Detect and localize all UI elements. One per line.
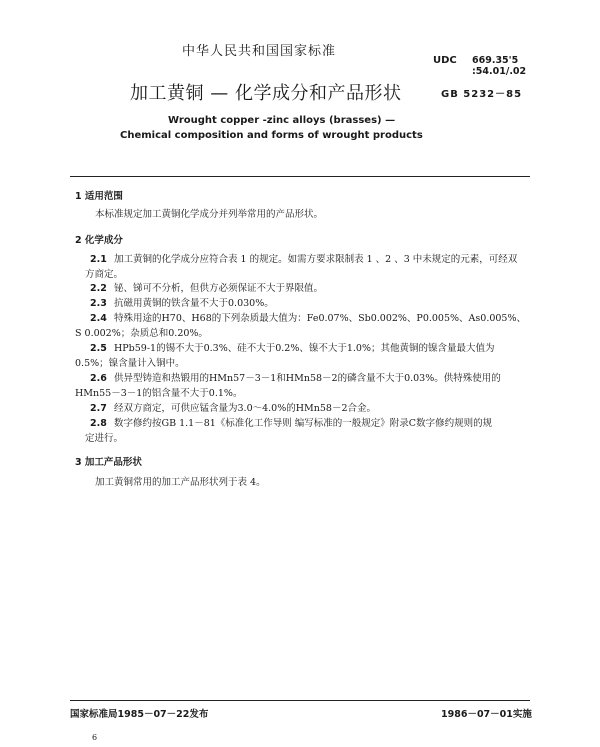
section-1-body: 本标准规定加工黄铜化学成分并列举常用的产品形状。 [95,209,324,220]
clause-text: 加工黄铜的化学成分应符合表 1 的规定。如需方要求限制表 1 、2 、3 中未规定的元素，可经双 [114,254,518,265]
clause-text-continued: 0.5%；镍含量计入铜中。 [75,358,185,369]
clause-2-1 [85,252,530,282]
clause-text: 抗磁用黄铜的铁含量不大于0.030%。 [114,298,274,309]
clause-2-7 [90,401,376,416]
clause-number: 2.8 [90,418,107,429]
header-rule [70,176,530,177]
clause-number: 2.6 [90,373,107,384]
clause-2-4 [75,311,527,341]
clause-2-2 [90,281,323,296]
section-2-heading: 2 化学成分 [75,235,123,246]
clause-text: 供异型铸造和热锻用的HMn57－3－1和HMn58－2的磷含量不大于0.03%。供特殊使用的 [114,373,501,384]
clause-text-continued: 方商定。 [85,269,124,280]
clause-text: 数字修约按GB 1.1－81《标准化工作导则 编写标准的一般规定》附录C数字修约规则的规 [114,418,493,429]
clause-number: 2.5 [90,343,107,354]
clause-text-continued: 定进行。 [85,433,124,444]
clause-text: HPb59-1的锡不大于0.3%、硅不大于0.2%、镍不大于1.0%；其他黄铜的镍含量最大值为 [114,343,495,354]
clause-number: 2.3 [90,298,107,309]
clause-number: 2.7 [90,403,107,414]
udc-label: UDC [433,55,457,66]
clause-text: 特殊用途的H70、H68的下列杂质最大值为：Fe0.07%、Sb0.002%、P0.005%、As0.005%、 [114,313,527,324]
effective-date: 1986－07－01实施 [441,709,532,720]
udc-code-line1: 669.35'5 [472,55,519,66]
document-title-en-line2: Chemical composition and forms of wrought products [120,130,423,141]
country-standard-heading: 中华人民共和国国家标准 [182,44,337,59]
udc-code-line2: :54.01/.02 [472,66,527,77]
clause-number: 2.2 [90,283,107,294]
clause-number: 2.1 [90,254,107,265]
document-title-cn: 加工黄铜 — 化学成分和产品形状 [130,83,402,104]
clause-2-8 [85,416,493,446]
page-number: 6 [92,733,98,742]
gb-number: GB 5232－85 [441,89,523,100]
section-3-body: 加工黄铜常用的加工产品形状列于表 4。 [95,477,266,488]
issue-date: 国家标准局1985－07－22发布 [70,709,209,720]
section-3-heading: 3 加工产品形状 [75,457,142,468]
clause-text: 经双方商定，可供应锰含量为3.0～4.0%的HMn58－2合金。 [114,403,377,414]
clause-text-continued: HMn55－3－1的铝含量不大于0.1%。 [75,388,243,399]
clause-2-6 [75,371,501,401]
clause-2-3 [90,296,274,311]
clause-2-5 [75,341,495,371]
footer-rule [70,700,530,701]
clause-number: 2.4 [90,313,107,324]
clause-text: 铋、锑可不分析，但供方必须保证不大于界限值。 [114,283,324,294]
document-title-en-line1: Wrought copper -zinc alloys (brasses) — [168,115,396,126]
section-1-heading: 1 适用范围 [75,191,123,202]
clause-text-continued: S 0.002%；杂质总和0.20%。 [75,328,208,339]
